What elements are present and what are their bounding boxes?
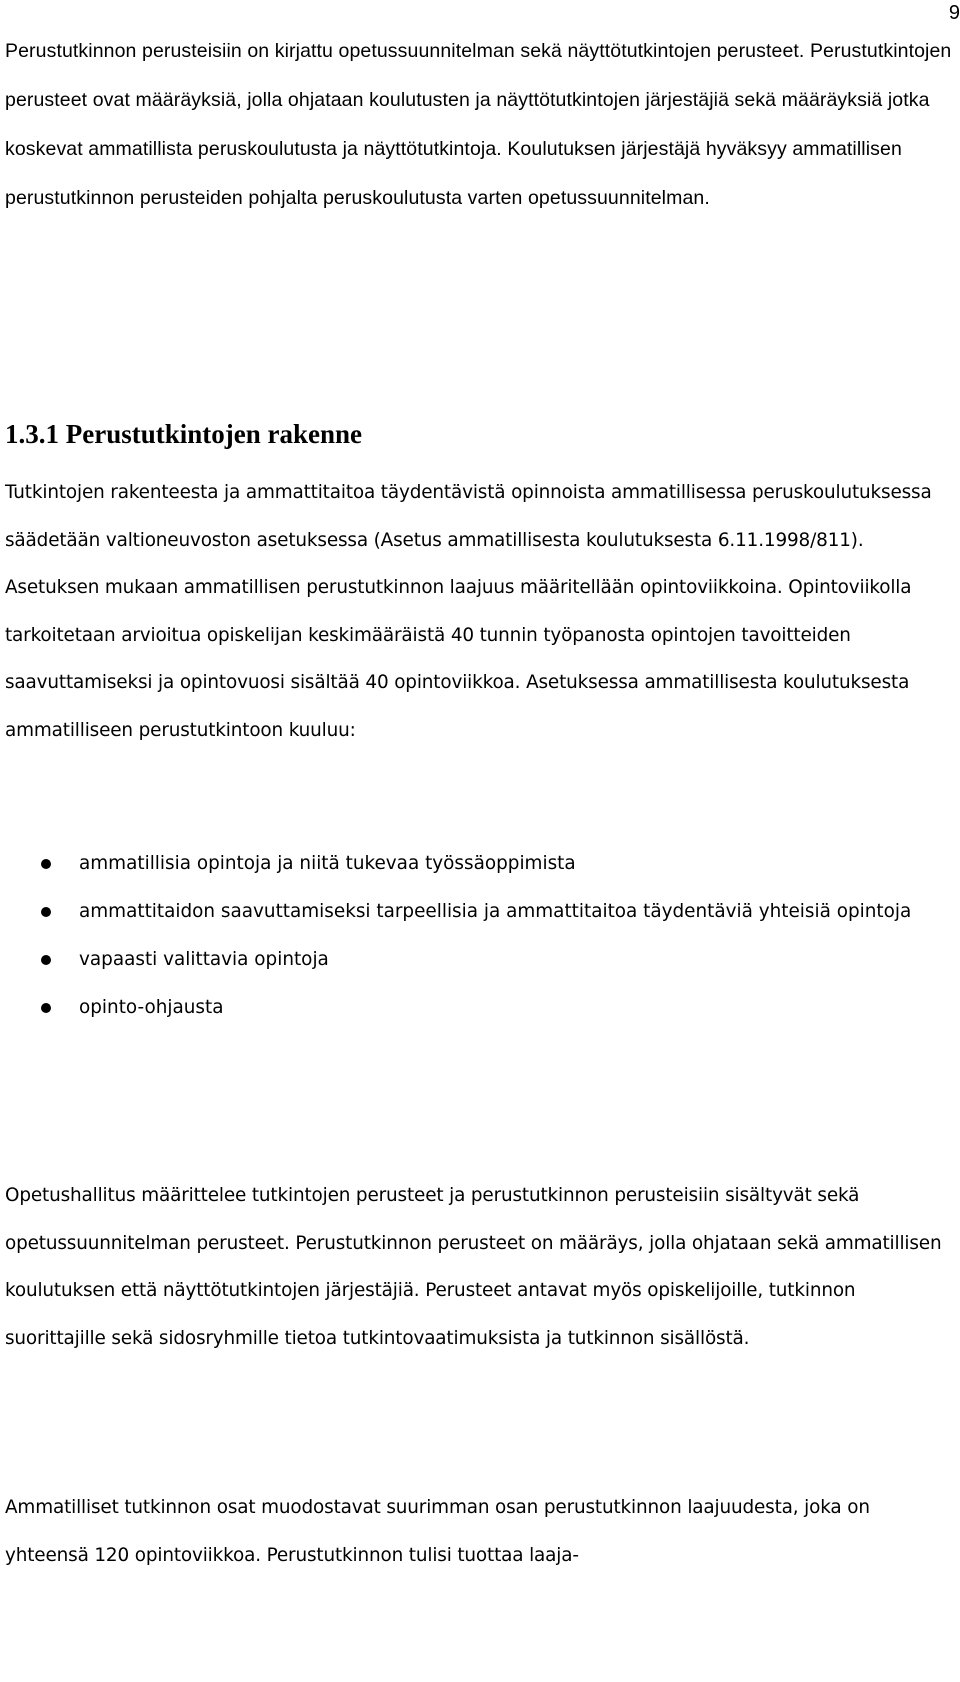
bullet-item xyxy=(5,984,939,1032)
bullet-text: ammatillisia opintoja ja niitä tukevaa työssäoppimista xyxy=(79,853,576,874)
bullet-icon xyxy=(41,907,51,917)
bullet-icon xyxy=(41,1003,51,1013)
bullet-text: vapaasti valittavia opintoja xyxy=(79,949,329,970)
intro-paragraph-part-a: Perustutkinnon perusteisiin on kirjattu opetussuunnitelman sekä näyttötutkintojen perusteet. Perustutkintojen perusteet ovat määräyksiä, jolla ohjataan koulutusten ja näyttötutkintojen järjestäjiä sekä määräyksiä jotka koskevat ammatillista peruskoulutusta ja näyttötutkintoja. xyxy=(5,40,952,160)
page-number: 9 xyxy=(948,2,960,24)
bullet-item xyxy=(5,840,939,888)
bullet-item xyxy=(5,936,939,984)
oph-paragraph: Opetushallitus määrittelee tutkintojen perusteet ja perustutkinnon perusteisiin sisältyvät sekä opetussuunnitelman perusteet. Perustutkinnon perusteet on määräys, jolla ohjataan sekä ammatillisen koulutuksen että näyttötutkintojen järjestäjiä. Perusteet antavat myös opiskelijoille, tutkinnon suorittajille sekä sidosryhmille tietoa tutkintovaatimuksista ja tutkinnon sisällöstä. xyxy=(5,1185,942,1349)
final-paragraph: Ammatilliset tutkinnon osat muodostavat suurimman osan perustutkinnon laajuudesta, joka on yhteensä 120 opintoviikkoa. Perustutkinnon tulisi tuottaa laaja- xyxy=(5,1497,870,1566)
bullet-item xyxy=(5,888,939,936)
intro-paragraph-part-b: Koulutuksen järjestäjä hyväksyy ammatillisen perustutkinnon perusteiden pohjalta peruskoulutusta varten opetussuunnitelman. xyxy=(5,138,902,209)
bullet-text: ammattitaidon saavuttamiseksi tarpeellisia ja ammattitaitoa täydentäviä yhteisiä opintoja xyxy=(79,901,912,922)
section-heading: 1.3.1 Perustutkintojen rakenne xyxy=(5,419,362,449)
bullet-list xyxy=(5,840,939,1032)
bullet-icon xyxy=(41,955,51,965)
structure-paragraph: Tutkintojen rakenteesta ja ammattitaitoa täydentävistä opinnoista ammatillisessa peruskoulutuksessa säädetään valtioneuvoston asetuksessa (Asetus ammatillisesta koulutuksesta 6.11.1998/811). Asetuksen mukaan ammatillisen perustutkinnon laajuus määritellään opintoviikkoina. Opintoviikolla tarkoitetaan arvioitua opiskelijan keskimääräistä 40 tunnin työpanosta opintojen tavoitteiden saavuttamiseksi ja opintovuosi sisältää 40 opintoviikkoa. Asetuksessa ammatillisesta koulutuksesta ammatilliseen perustutkintoon kuuluu: xyxy=(5,482,932,741)
intro-paragraph xyxy=(5,27,955,223)
bullet-text: opinto-ohjausta xyxy=(79,997,224,1018)
bullet-icon xyxy=(41,859,51,869)
